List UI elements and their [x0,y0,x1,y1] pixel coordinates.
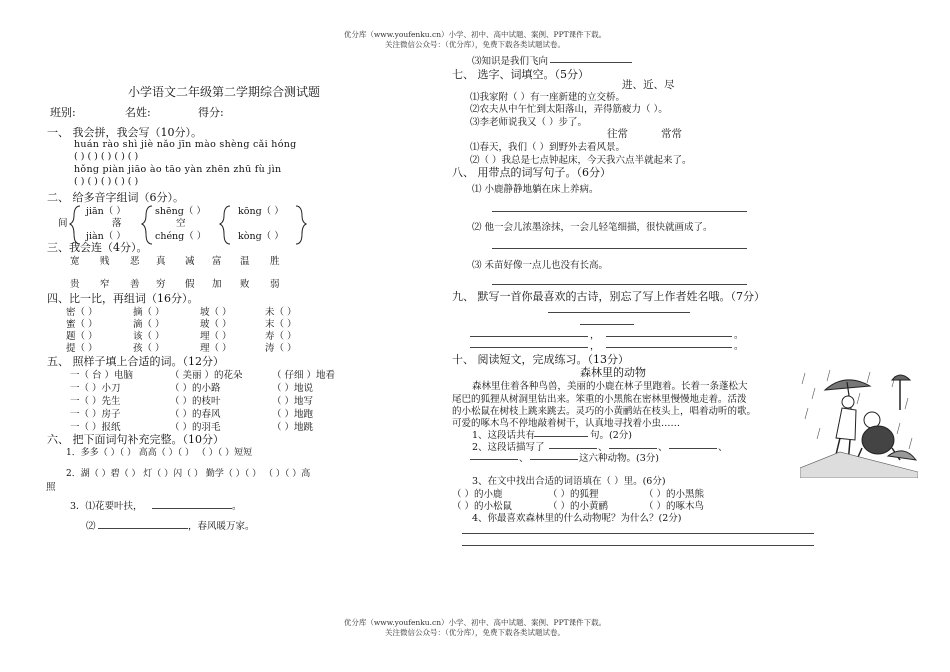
passage-line-1: 森林里住着各种鸟兽，美丽的小鹿在林子里跑着。长着一条蓬松大 [472,381,748,392]
fill-r4c2: （ ）的春风 [170,409,221,420]
complete-line-3: 3．⑴花要叶扶， [70,501,143,512]
match-row-2-1: 贵 [70,279,80,290]
section-1-heading: 一、 我会拼，我会写（10分）。 [47,126,202,139]
word-options-1: 进、近、尽 [622,79,675,91]
match-row-1-5: 减 [185,256,195,267]
footer-line-1: 优分库（www.youfenku.cn）小学、初中、高中试题、案例、PPT课件下载。 [343,618,607,627]
poem-comma-2: ， [590,341,600,352]
fill-r2c3: （ ）地说 [272,383,314,394]
compare-r1c4: 未（ ） [265,307,297,318]
match-row-2-8: 弱 [270,279,280,290]
answer-line[interactable] [549,448,597,449]
section-9-heading: 九、 默写一首你最喜欢的古诗，别忘了写上作者姓名哦。（7分） [452,290,765,303]
select-q2: ⑵农夫从中午忙到太阳落山，弄得筋疲力（ ）。 [470,104,668,115]
polyphone-2a: shēng（ ） [155,206,206,217]
match-row-2-5: 假 [185,279,195,290]
bracket-row-2: ( ) ( ) ( ) ( ) ( ) [74,176,139,187]
sentence-q2: ⑵ 他一会儿浓墨涂抹，一会儿轻笔细描，很快就画成了。 [472,222,713,233]
fill-r1c3: （ 仔细 ）地看 [272,370,336,381]
word-option-2b: 常常 [661,128,682,140]
pinyin-row-2: hǒng piàn jiāo ào tāo yàn zhēn zhū fù jìn [74,164,282,175]
answer-line[interactable] [606,347,732,348]
fill-r3c2: （ ）的枝叶 [170,396,221,407]
fill-r1c2: （ 美丽 ）的花朵 [170,370,243,381]
fill-r2c2: （ ）的小路 [170,383,221,394]
polyphone-char-2: 落 [112,218,122,229]
polyphone-1b: jiàn（ ） [86,231,126,242]
adj-r1c1: （ ）的小鹿 [452,489,503,500]
answer-line[interactable] [550,62,632,63]
complete-line-4-end: ，春风暖万家。 [188,521,255,532]
fill-r5c3: （ ）地跳 [272,422,314,433]
polyphone-char-1: 间 [58,218,68,229]
section-4-heading: 四、比一比，再组词（16分）。 [47,292,199,305]
compare-r4c1: 提（ ） [66,343,98,354]
answer-line[interactable] [530,459,578,460]
compare-r3c3: 埋（ ） [200,331,232,342]
poem-period-1: 。 [734,330,744,341]
match-row-1-2: 贱 [100,256,110,267]
adj-r1c2: （ ）的狐狸 [548,489,599,500]
answer-line[interactable] [470,336,588,337]
bracket-row-1: ( ) ( ) ( ) ( ) ( ) [74,151,139,162]
adj-r2c2: （ ）的小黄鹂 [548,501,609,512]
match-row-2-2: 窄 [100,279,110,290]
header-line-2: 关注微信公众号：（优分库），免费下载各类试题试卷。 [385,40,565,49]
answer-line[interactable] [492,211,747,212]
reading-q2-sep: 、 [519,453,529,464]
reading-q4: 4、你最喜欢森林里的什么动物呢？为什么？(2分) [472,513,682,524]
score-label: 得分: [198,106,224,119]
match-row-2-4: 穷 [156,279,166,290]
reading-q3: 3、在文中找出合适的词语填在（ ）里。(6分) [472,476,666,487]
match-row-1-6: 富 [212,256,222,267]
passage-line-4: 可爱的啄木鸟不停地敲着树干，认真地寻找着小虫…… [452,418,681,429]
match-row-2-6: 加 [212,279,222,290]
compare-r2c4: 末（ ） [265,319,297,330]
match-row-1-1: 宽 [70,256,80,267]
complete-line-4: ⑵ [86,521,96,532]
passage-title: 森林里的动物 [580,366,646,379]
poem-comma-1: ， [590,330,600,341]
section-10-heading: 十、 阅读短文，完成练习。（13分） [452,353,629,366]
reading-q2-sep: 、 [658,442,668,453]
reading-q1-end: 句。(2分) [590,430,632,441]
select-q1: ⑴我家附（ ）有一座新建的立交桥。 [470,92,626,103]
fill-r3c3: （ ）地写 [272,396,314,407]
compare-r4c2: 孩（ ） [133,343,165,354]
answer-line[interactable] [580,324,634,325]
match-row-2-7: 败 [240,279,250,290]
complete-line-2: 2．湖（ ）碧（ ） 灯（ ）闪（ ） 勤学（ ）（ ） （ ）（ ）高 [66,469,311,479]
match-row-1-8: 胜 [270,256,280,267]
reading-q1: 1、这段话共有 [472,430,536,441]
answer-line[interactable] [534,436,588,437]
polyphone-3a: kōng（ ） [238,206,284,217]
match-row-2-3: 善 [130,279,140,290]
fill-r3c1: 一（ ）先生 [70,396,121,407]
fill-r4c3: （ ）地跑 [272,409,314,420]
answer-line[interactable] [492,248,747,249]
fill-r1c1: 一（ 台 ）电脑 [70,370,134,381]
passage-line-3: 的小松鼠在树枝上跳来跳去。灵巧的小黄鹂站在枝头上，唱着动听的歌。 [452,406,757,417]
compare-r2c1: 蜜（ ） [66,319,98,330]
page-title: 小学语文二年级第二学期综合测试题 [128,85,321,99]
select-q5: ⑵（ ）我总是七点钟起床，今天我六点半就起来了。 [470,155,692,166]
section-3-heading: 三、我会连（4分）。 [47,241,148,254]
compare-r3c1: 题（ ） [66,331,98,342]
word-option-2a: 往常 [607,128,628,140]
section-2-heading: 二、 给多音字组词（6分）。 [47,191,184,204]
sentence-q1: ⑴ 小鹿静静地躺在床上养病。 [472,184,599,195]
answer-line[interactable] [470,459,518,460]
adj-r1c3: （ ）的小黑熊 [644,489,705,500]
polyphone-3b: kòng（ ） [238,231,284,242]
polyphone-2b: chéng（ ） [155,231,207,242]
sentence-q3: ⑶ 禾苗好像一点儿也没有长高。 [472,260,609,271]
answer-line[interactable] [609,448,657,449]
fill-r2c1: 一（ ）小刀 [70,383,121,394]
compare-r4c4: 涛（ ） [265,343,297,354]
answer-line[interactable] [669,448,717,449]
header-line-1: 优分库（www.youfenku.cn）小学、初中、高中试题、案例、PPT课件下载。 [343,30,607,39]
complete-line-1: 1．多多（ ）（ ） 高高（ ）（ ） （ ）（ ）短短 [66,448,253,458]
section-6-heading: 六、 把下面词句补充完整。（10分） [47,433,224,446]
answer-line[interactable] [462,545,814,546]
section-5-heading: 五、 照样子填上合适的词。（12分） [47,355,224,368]
reading-q2-end: 这六种动物。(3分) [579,453,659,464]
select-q4: ⑴春天，我们（ ）到野外去看风景。 [470,142,626,153]
adj-r2c3: （ ）的啄木鸟 [644,501,705,512]
rain-umbrella-illustration [800,368,918,478]
compare-r3c2: 该（ ） [133,331,165,342]
match-row-1-3: 恶 [130,256,140,267]
passage-line-2: 尾巴的狐狸从树洞里钻出来。笨重的小黑熊在密林里慢慢地走着。活泼 [452,394,747,405]
answer-line[interactable] [492,284,747,285]
answer-line[interactable] [152,508,232,509]
section-8-heading: 八、 用带点的词写句子。（6分） [452,166,611,179]
footer-line-2: 关注微信公众号：（优分库），免费下载各类试题试卷。 [385,628,565,637]
name-label: 名姓: [125,106,151,119]
poem-period-2: 。 [734,341,744,352]
section-7-heading: 七、 选字、词填空。（5分） [452,68,589,81]
compare-r1c1: 密（ ） [66,307,98,318]
poem-line-3: ⑶知识是我们飞向 [472,56,549,67]
fill-r5c2: （ ）的羽毛 [170,422,221,433]
class-label: 班别: [50,106,76,119]
reading-q2-sep: 、 [718,442,728,453]
compare-r2c3: 玻（ ） [200,319,232,330]
reading-q2: 2、这段话描写了 [472,442,545,453]
answer-line[interactable] [98,528,188,529]
answer-line[interactable] [462,533,814,534]
match-row-1-7: 温 [240,256,250,267]
answer-line[interactable] [606,336,732,337]
compare-r1c2: 摘（ ） [133,307,165,318]
compare-r2c2: 滴（ ） [133,319,165,330]
reading-q2-sep: 、 [598,442,608,453]
select-q3: ⑶李老师说我又（ ）步了。 [470,117,588,128]
compare-r3c4: 寿（ ） [265,331,297,342]
match-row-1-4: 真 [156,256,166,267]
polyphone-1a: jiān（ ） [86,206,126,217]
answer-line[interactable] [548,312,690,313]
complete-line-2b: 照 [46,482,56,493]
complete-line-3-end: 。 [232,501,242,512]
compare-r1c3: 坡（ ） [200,307,232,318]
answer-line[interactable] [470,347,588,348]
fill-r4c1: 一（ ）房子 [70,409,121,420]
pinyin-row-1: huán rào shì jiè nǎo jīn mào shèng cǎi hóng [74,139,297,150]
compare-r4c3: 理（ ） [200,343,232,354]
fill-r5c1: 一（ ）报纸 [70,422,121,433]
polyphone-char-3: 空 [176,218,186,229]
adj-r2c1: （ ）的小松鼠 [452,501,513,512]
